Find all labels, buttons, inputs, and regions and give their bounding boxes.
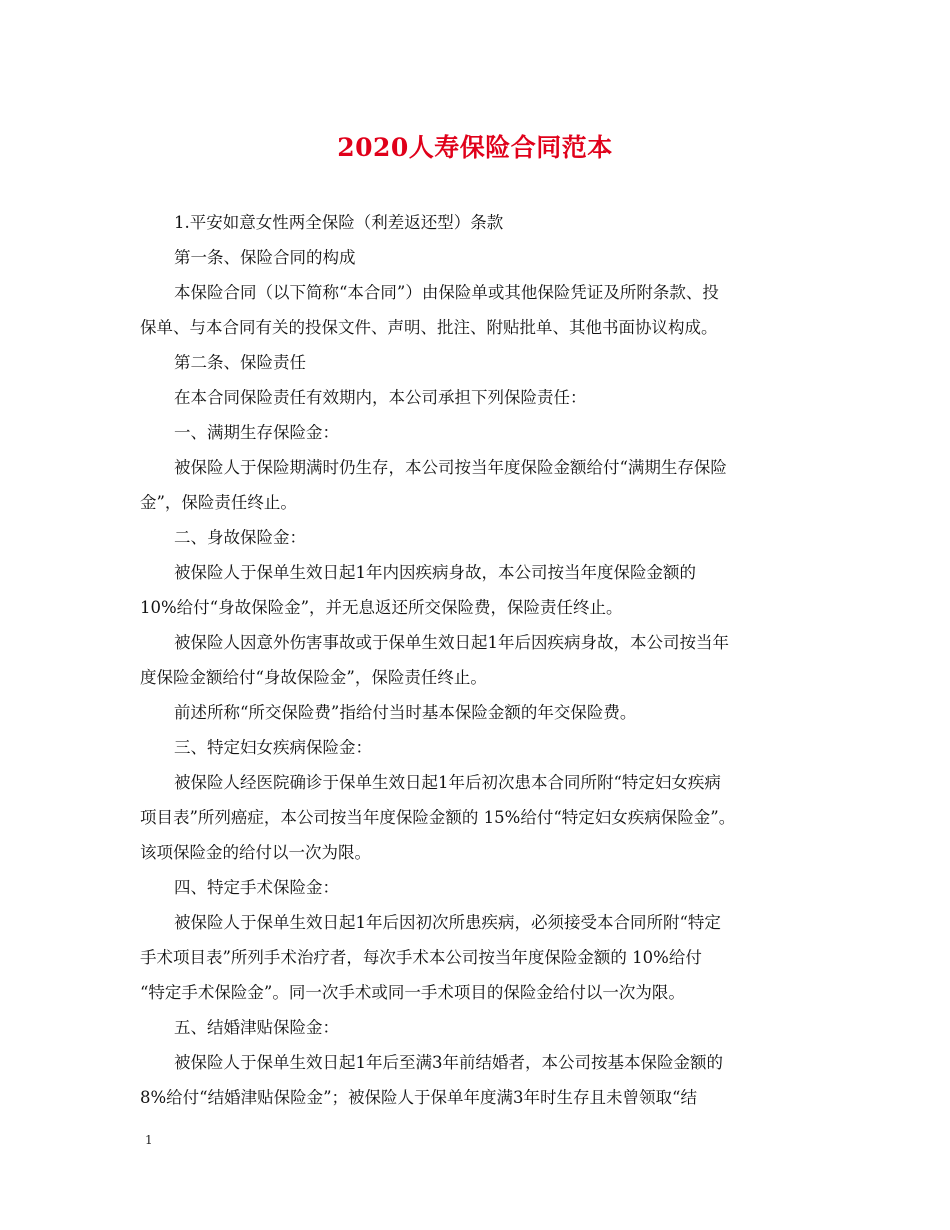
text-line: 第二条、保险责任 [174, 353, 306, 372]
text-line: 保单、与本合同有关的投保文件、声明、批注、附贴批单、其他书面协议构成。 [140, 318, 718, 337]
text-line: 10%给付“身故保险金”，并无息返还所交保险费，保险责任终止。 [140, 598, 623, 617]
text-line: 三、特定妇女疾病保险金： [174, 738, 372, 757]
page-number: 1 [145, 1133, 153, 1147]
text-line: 被保险人于保单生效日起1年后因初次所患疾病，必须接受本合同所附“特定 [174, 913, 721, 932]
text-line: 金”，保险责任终止。 [140, 493, 297, 512]
text-line: 二、身故保险金： [174, 528, 306, 547]
text-line: 第一条、保险合同的构成 [174, 248, 356, 267]
text-line: 被保险人因意外伤害事故或于保单生效日起1年后因疾病身故，本公司按当年 [174, 633, 729, 652]
text-line: 一、满期生存保险金： [174, 423, 339, 442]
text-line: 被保险人于保单生效日起1年内因疾病身故，本公司按当年度保险金额的 [174, 563, 696, 582]
text-line: 五、结婚津贴保险金： [174, 1018, 339, 1037]
text-line: 被保险人于保单生效日起1年后至满3年前结婚者，本公司按基本保险金额的 [174, 1053, 723, 1072]
text-line: 前述所称“所交保险费”指给付当时基本保险金额的年交保险费。 [174, 703, 637, 722]
text-line: 本保险合同（以下简称“本合同”）由保险单或其他保险凭证及所附条款、投 [174, 283, 719, 302]
page-title: 2020人寿保险合同范本 [337, 133, 613, 162]
document-body [140, 205, 820, 1115]
text-line: 手术项目表”所列手术治疗者，每次手术本公司按当年度保险金额的 10%给付 [140, 948, 702, 967]
text-line: 8%给付“结婚津贴保险金”；被保险人于保单年度满3年时生存且未曾领取“结 [140, 1088, 697, 1107]
text-line: 在本合同保险责任有效期内，本公司承担下列保险责任： [174, 388, 587, 407]
text-line: 被保险人于保险期满时仍生存，本公司按当年度保险金额给付“满期生存保险 [174, 458, 727, 477]
text-line: 1.平安如意女性两全保险（利差返还型）条款 [174, 213, 504, 232]
text-line: “特定手术保险金”。同一次手术或同一手术项目的保险金给付以一次为限。 [140, 983, 685, 1002]
text-line: 度保险金额给付“身故保险金”，保险责任终止。 [140, 668, 487, 687]
text-line: 项目表”所列癌症，本公司按当年度保险金额的 15%给付“特定妇女疾病保险金”。 [140, 808, 736, 827]
text-line: 该项保险金的给付以一次为限。 [140, 843, 371, 862]
text-line: 四、特定手术保险金： [174, 878, 339, 897]
text-line: 被保险人经医院确诊于保单生效日起1年后初次患本合同所附“特定妇女疾病 [174, 773, 721, 792]
